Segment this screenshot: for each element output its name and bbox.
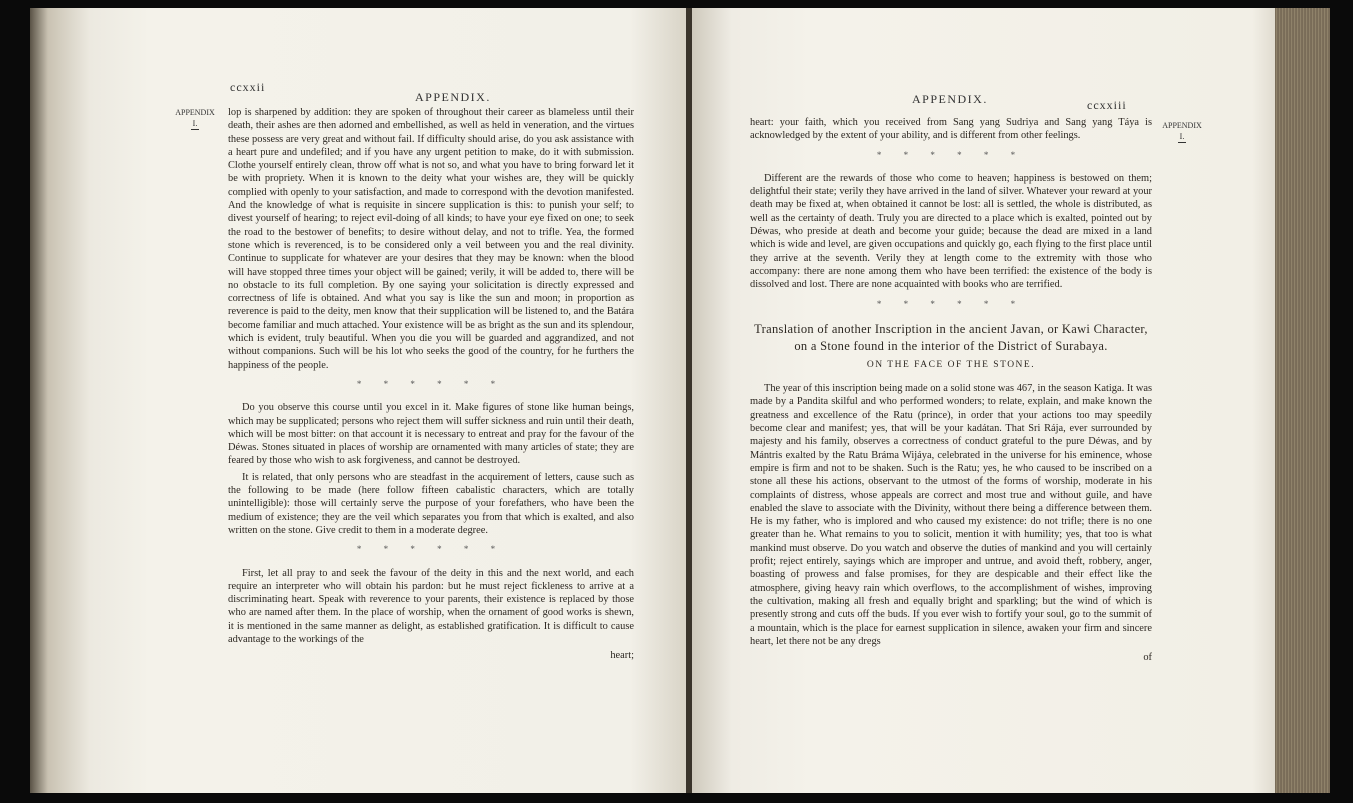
margin-label: APPENDIX — [1162, 121, 1202, 130]
paragraph: It is related, that only persons who are steadfast in the acquirement of letters, cause such as the following to be made (here follow fifteen cabalistic characters, which are totally unintelligible): those will certainly serve the purpose of your forefathers, who have been the medium of existence; they are the veil which separates you from that which is exalted, and also written on the stone. Give credit to them in a moderate degree. — [228, 471, 634, 536]
section-stars: * * * * * * — [876, 149, 1026, 160]
margin-number: I. — [1179, 132, 1185, 141]
paragraph: The year of this inscription being made on a solid stone was 467, in the season Katiga. It was made by a Pandita skilful and who performed wonders; to relate, explain, and make known the greatness and excellence of the Ratu (prince), in order that your actions too may speedily become clear and manifest; yes, that will be your kadátan. That Sri Rája, ever surrounded by majesty and his family, observes a correctness of conduct grateful to the pure Déwas, and by Mántris exalted by the Ratu Bráma Wijáya, celebrated in the universe for his eminence, whose empire is firm and not to be shaken. Such is the Ratu; yes, he who caused to be inscribed on a stone all these his actions, observant to the utmost of the forms of worship, moderate in his complaints of distress, whose appeals are correct and most true and without guile, and have enabled the slave to associate with the Divinity, without there being a difference between them. He is my father, who is implored and who caused my existence: do not trifle; there is no one greater than he. What remains to you to solicit, mention it with humility; yes, that too is what mankind must observe. Do you watch and observe the duties of mankind and you will certainly profit; reject entirely, sayings which are improper and untrue, and avoid theft, robbery, anger, boasting of prowess and false promises, for they are despicable and their effect like the atmosphere, giving heavy rain which overflows, to the accomplishment of wishes, improving the cultivation, making all fresh and equally bright and sparkling; but the wind of which is presently strong and cuts off the buds. If you ever wish to fortify your soul, go to the summit of a mountain, which is the place for earnest supplication in silence, awaken your firm and sincere heart, let there not be any dregs — [750, 383, 1152, 647]
left-page — [30, 8, 688, 793]
left-text-column — [228, 106, 634, 663]
margin-number: I. — [192, 119, 198, 128]
section-title: Translation of another Inscription in the ancient Javan, or Kawi Character, on a Stone found in the interior of the District of Surabaya. — [754, 321, 1148, 353]
right-page — [692, 8, 1330, 793]
paragraph: First, let all pray to and seek the favour of the deity in this and the next world, and each require an interpreter who will obtain his pardon: but he must reject fickleness to arrive at a discriminating heart. Speak with reverence to your parents, their existence is replaced by those who are named after them. In the place of worship, when the ornament of good works is shewn, it is mentioned in the same manner as delight, as established gratification. It is difficult to cause advantage to the workings of the — [228, 567, 634, 645]
catchword-left: heart; — [610, 650, 634, 662]
right-text-column — [750, 116, 1152, 664]
section-stars: * * * * * * — [356, 544, 506, 555]
margin-label: APPENDIX — [175, 108, 215, 117]
section-stars: * * * * * * — [876, 298, 1026, 309]
catchword-right: of — [1143, 652, 1152, 664]
folio-left: ccxxii — [230, 80, 266, 94]
running-head-left: APPENDIX. — [415, 90, 491, 104]
section-stars: * * * * * * — [356, 378, 506, 389]
paragraph: lop is sharpened by addition: they are spoken of throughout their career as blameless until their death, their ashes are then adorned and embellished, as well as held in veneration, and the virtues these possess are very great and without fail. If difficulty should arise, do you ask assistance with a heart pure and undefiled; and if you have any urgent petition to make, do it with submission. Clothe yourself entirely clean, throw off what is not so, and what you have to bring forward let it be with propriety. When it is known to the deity what your wishes are, they will be quickly complied with openly to your satisfaction, and made to correspond with the devotion manifested. And the knowledge of what is requisite in sincere supplication is this: to punish your self; to divest yourself of hearing; to reject evil-doing of all kinds; to have your eye fixed on one; to seek the road to the bestower of benefits; to desire without delay, and not to trifle. Yea, the formed stone which is reverenced, is to be considered only a veil between you and the real divinity. Continue to supplicate for whatever are your desires that they may be known: when the blood will have stopped three times your object will be gained; verily, it will be added to, there will be no obstacle to its full completion. By one saying your solicitation is directly expressed and correctness of life is obtained. And what you say is like the sun and moon; in proportion as reverence is paid to the deity, men know that their supplication will be listened to, and the Batára become familiar and much attached. Your existence will be as bright as the sun and its splendour, which is evident, truly beautiful. When you die you will be guarded and aggrandized, and not without companions. Such will be his lot who seeks the good of the country, for he furthers the happiness of the people. — [228, 107, 634, 371]
margin-note-right — [1160, 120, 1204, 143]
paragraph: Do you observe this course until you excel in it. Make figures of stone like human beings, which may be supplicated; persons who reject them will suffer sickness and ruin until their death, which will be most bitter: on that account it is necessary to entreat and pray for the favour of the Déwas. Stones situated in places of worship are ornamented with many articles of state; they are feared by those who wish to ask forgiveness, and cannot be destroyed. — [228, 402, 634, 467]
paragraph: heart: your faith, which you received from Sang yang Sudriya and Sang yang Táya is acknowledged by the extent of your ability, and is different from other feelings. — [750, 117, 1152, 142]
page-edges-right — [1275, 8, 1330, 793]
section-subtitle: ON THE FACE OF THE STONE. — [866, 359, 1036, 370]
paragraph: Different are the rewards of those who come to heaven; happiness is bestowed on them; delightful their state; verily they have arrived in the land of silver. Whatever your reward at your death may be fixed at, when obtained it cannot be lost: all is settled, the whole is distributed, as well as the certainty of death. Truly you are directed to a place which is exalted, pointed out by Déwas, who preside at death and become your guide; because the dead are mixed in a land which is wide and level, are given occupations and quickly go, each flying to the first place until they arrive at the seventh. Verily they at length come to the extremity with those who accompany: there are none among them who have been terrified: the existence of the body is dissolved and lost. There are none acquainted with books who are terrified. — [750, 172, 1152, 291]
margin-note-left — [173, 107, 217, 130]
book-spread — [30, 8, 1330, 793]
folio-right: ccxxiii — [1087, 98, 1127, 112]
running-head-right: APPENDIX. — [912, 92, 988, 106]
